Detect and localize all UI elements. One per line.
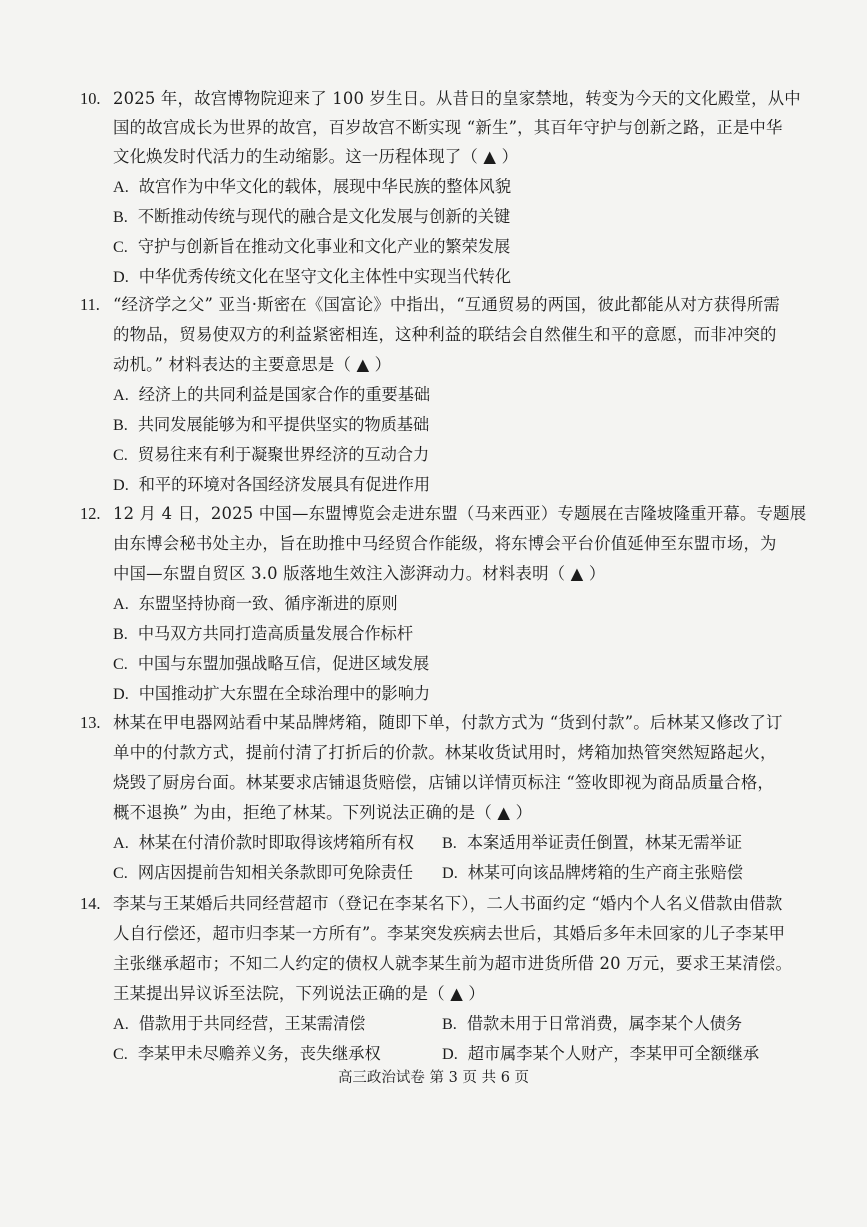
question-stem-line: 单中的付款方式，提前付清了打折后的价款。林某收货试用时，烤箱加热管突然短路起火， xyxy=(113,743,777,762)
question-stem-line: 国的故宫成长为世界的故宫，百岁故宫不断实现 “新生”，其百年守护与创新之路，正是中华 xyxy=(113,118,783,137)
option-b: B. 不断推动传统与现代的融合是文化发展与创新的关键 xyxy=(113,207,511,226)
question-number: 11. xyxy=(80,295,100,314)
option-a: A. 借款用于共同经营，王某需清偿 xyxy=(113,1014,366,1033)
page-footer: 高三政治试卷 第 3 页 共 6 页 xyxy=(337,1070,530,1086)
question-stem-line: 动机。” 材料表达的主要意思是（ ▲ ） xyxy=(113,355,392,374)
option-a: A. 东盟坚持协商一致、循序渐进的原则 xyxy=(113,594,398,613)
option-c: C. 中国与东盟加强战略互信，促进区域发展 xyxy=(113,654,430,673)
question-stem-line: 主张继承超市；不知二人约定的债权人就李某生前为超市进货所借 20 万元，要求王某清偿。 xyxy=(113,954,793,973)
question-number: 12. xyxy=(80,504,101,523)
question-number: 13. xyxy=(80,713,101,732)
option-a: A. 林某在付清价款时即取得该烤箱所有权 xyxy=(113,833,414,852)
question-stem-line: 中国—东盟自贸区 3.0 版落地生效注入澎湃动力。材料表明（ ▲ ） xyxy=(113,564,606,583)
question-number: 10. xyxy=(80,89,101,108)
option-d: D. 林某可向该品牌烤箱的生产商主张赔偿 xyxy=(442,863,743,882)
option-a: A. 故宫作为中华文化的载体，展现中华民族的整体风貌 xyxy=(113,177,512,196)
option-c: C. 网店因提前告知相关条款即可免除责任 xyxy=(113,863,414,882)
question-stem-line: 王某提出异议诉至法院，下列说法正确的是（ ▲ ） xyxy=(113,984,486,1003)
question-stem-line: 的物品，贸易使双方的利益紧密相连，这种利益的联结会自然催生和平的意愿，而非冲突的 xyxy=(113,325,777,344)
question-stem-line: “经济学之父” 亚当·斯密在《国富论》中指出，“互通贸易的两国，彼此都能从对方获得所需 xyxy=(113,295,780,314)
option-b: B. 中马双方共同打造高质量发展合作标杆 xyxy=(113,624,414,643)
question-stem-line: 人自行偿还，超市归李某一方所有”。李某突发疾病去世后，其婚后多年未回家的儿子李某甲 xyxy=(113,924,786,943)
option-a: A. 经济上的共同利益是国家合作的重要基础 xyxy=(113,385,431,404)
question-stem-line: 由东博会秘书处主办，旨在助推中马经贸合作能级，将东博会平台价值延伸至东盟市场，为 xyxy=(113,534,777,553)
question-stem-line: 12 月 4 日，2025 中国—东盟博览会走进东盟（马来西亚）专题展在吉隆坡隆重开幕。专题展 xyxy=(113,504,807,523)
option-c: C. 守护与创新旨在推动文化事业和文化产业的繁荣发展 xyxy=(113,237,511,256)
question-stem-line: 李某与王某婚后共同经营超市（登记在李某名下），二人书面约定 “婚内个人名义借款由借款 xyxy=(113,894,783,913)
question-stem-line: 烧毁了厨房台面。林某要求店铺退货赔偿，店铺以详情页标注 “签收即视为商品质量合格， xyxy=(113,773,775,792)
question-stem-line: 林某在甲电器网站看中某品牌烤箱，随即下单，付款方式为 “货到付款”。后林某又修改了订 xyxy=(113,713,783,732)
option-d: D. 中国推动扩大东盟在全球治理中的影响力 xyxy=(113,684,431,703)
question-number: 14. xyxy=(80,894,101,913)
option-d: D. 中华优秀传统文化在坚守文化主体性中实现当代转化 xyxy=(113,267,512,286)
option-b: B. 本案适用举证责任倒置，林某无需举证 xyxy=(442,833,743,852)
option-d: D. 和平的环境对各国经济发展具有促进作用 xyxy=(113,475,431,494)
question-stem-line: 文化焕发时代活力的生动缩影。这一历程体现了（ ▲ ） xyxy=(113,147,519,166)
option-c: C. 贸易往来有利于凝聚世界经济的互动合力 xyxy=(113,445,430,464)
option-d: D. 超市属李某个人财产，李某甲可全额继承 xyxy=(442,1044,760,1063)
option-b: B. 借款未用于日常消费，属李某个人债务 xyxy=(442,1014,743,1033)
option-b: B. 共同发展能够为和平提供坚实的物质基础 xyxy=(113,415,430,434)
option-c: C. 李某甲未尽赡养义务，丧失继承权 xyxy=(113,1044,381,1063)
question-stem-line: 2025 年，故宫博物院迎来了 100 岁生日。从昔日的皇家禁地，转变为今天的文化殿堂，从中 xyxy=(113,89,801,108)
question-stem-line: 概不退换” 为由，拒绝了林某。下列说法正确的是（ ▲ ） xyxy=(113,803,533,822)
